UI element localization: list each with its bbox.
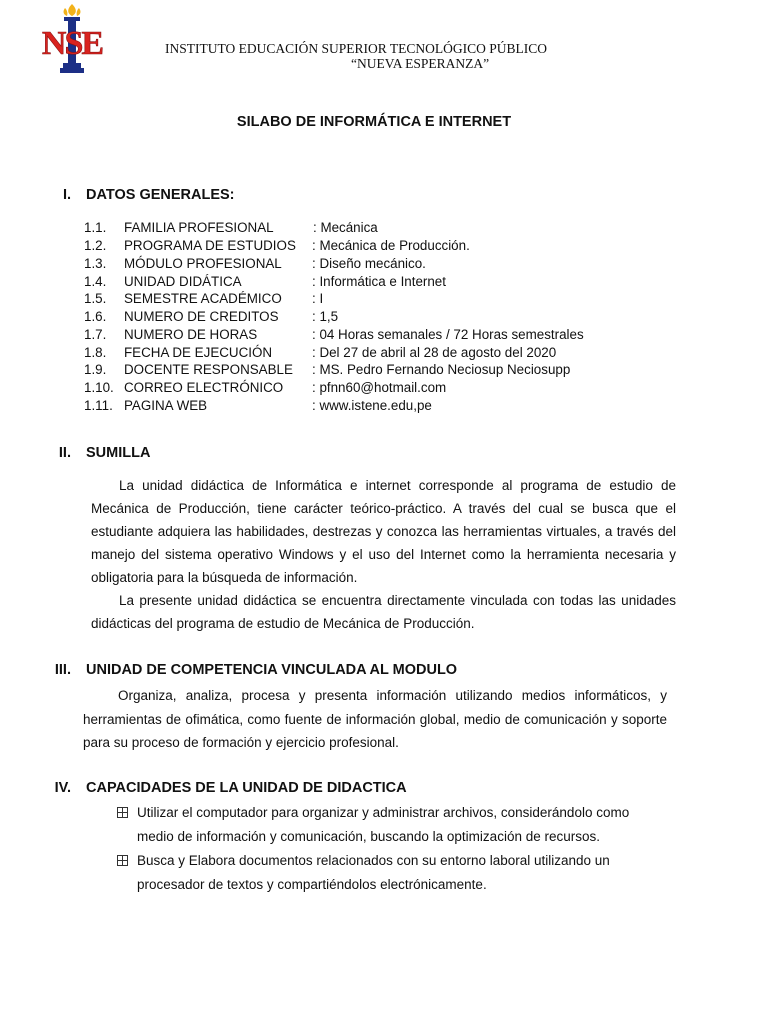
section-title: SUMILLA [86,445,151,461]
item-number: 1.11. [84,398,113,413]
item-value: : Mecánica de Producción. [312,238,470,253]
item-value: : MS. Pedro Fernando Neciosup Neciosupp [312,362,571,377]
item-label: UNIDAD DIDÁTICA [124,274,242,289]
item-number: 1.1. [84,220,107,235]
item-label: FAMILIA PROFESIONAL [124,220,274,235]
section-number: IV. [54,780,71,796]
document-title: SILABO DE INFORMÁTICA E INTERNET [236,114,512,130]
item-value: : Mecánica [313,220,378,235]
institute-name: INSTITUTO EDUCACIÓN SUPERIOR TECNOLÓGICO PÚBLICO [165,41,548,56]
section-number: III. [54,662,71,678]
item-value: : pfnn60@hotmail.com [312,380,447,395]
item-value: : 04 Horas semanales / 72 Horas semestrales [312,327,584,342]
bullet-line: medio de información y comunicación, buscando la optimización de recursos. [137,829,600,844]
item-value: : www.istene.edu,pe [312,398,432,413]
item-value: : Diseño mecánico. [312,256,426,271]
item-number: 1.9. [84,362,107,377]
sumilla-text [91,474,676,635]
paragraph: Organiza, analiza, procesa y presenta información utilizando medios informáticos, y herramientas de ofimática, como fuente de información global, medio de comunicación y soporte para su proceso de formación y ejercicio profesional. [83,688,667,750]
item-number: 1.6. [84,309,107,324]
item-label: CORREO ELECTRÓNICO [124,380,284,395]
item-number: 1.2. [84,238,107,253]
item-label: MÓDULO PROFESIONAL [124,256,282,271]
bullet-grid-icon [117,855,128,866]
item-number: 1.5. [84,291,107,306]
bullet-line: Utilizar el computador para organizar y administrar archivos, considerándolo como [137,805,630,820]
paragraph: La unidad didáctica de Informática e internet corresponde al programa de estudio de Mecánica de Producción, tiene carácter teórico-práctico. A través del cual se busca que el estudiante adquiera las habilidades, destrezas y conozca las herramientas virtuales, a través del manejo del sistema operativo Windows y el uso del Internet como la herramienta necesaria y obligatoria para la búsqueda de información. [91,478,676,585]
item-label: DOCENTE RESPONSABLE [124,362,293,377]
item-label: PROGRAMA DE ESTUDIOS [124,238,296,253]
item-label: PAGINA WEB [124,398,208,413]
item-number: 1.7. [84,327,107,342]
item-label: FECHA DE EJECUCIÓN [124,345,273,360]
bullet-grid-icon [117,807,128,818]
bullet-line: procesador de textos y compartiéndolos electrónicamente. [137,877,487,892]
item-number: 1.4. [84,274,107,289]
section-title: DATOS GENERALES: [86,187,235,203]
institute-subtitle: “NUEVA ESPERANZA” [351,56,490,71]
item-value: : I [312,291,324,306]
bullet-line: Busca y Elabora documentos relacionados con su entorno laboral utilizando un [137,853,610,868]
section-title: CAPACIDADES DE LA UNIDAD DE DIDACTICA [86,780,407,796]
item-number: 1.8. [84,345,107,360]
paragraph: La presente unidad didáctica se encuentra directamente vinculada con todas las unidades didácticas del programa de estudio de Mecánica de Producción. [91,593,676,631]
logo-lettering: NSE [41,25,103,62]
item-label: NUMERO DE HORAS [124,327,258,342]
section-number: II. [58,445,71,461]
section-number: I. [62,187,71,203]
capacidades-list [117,801,637,897]
item-number: 1.3. [84,256,107,271]
item-value: : Informática e Internet [312,274,446,289]
item-value: : 1,5 [312,309,339,324]
item-label: NUMERO DE CREDITOS [124,309,279,324]
list-item [117,849,637,897]
competencia-text [83,684,667,755]
item-label: SEMESTRE ACADÉMICO [124,291,282,306]
list-item [117,801,637,849]
item-value: : Del 27 de abril al 28 de agosto del 2020 [312,345,557,360]
item-number: 1.10. [84,380,114,395]
institute-logo [38,2,106,76]
section-title: UNIDAD DE COMPETENCIA VINCULADA AL MODULO [86,662,458,678]
